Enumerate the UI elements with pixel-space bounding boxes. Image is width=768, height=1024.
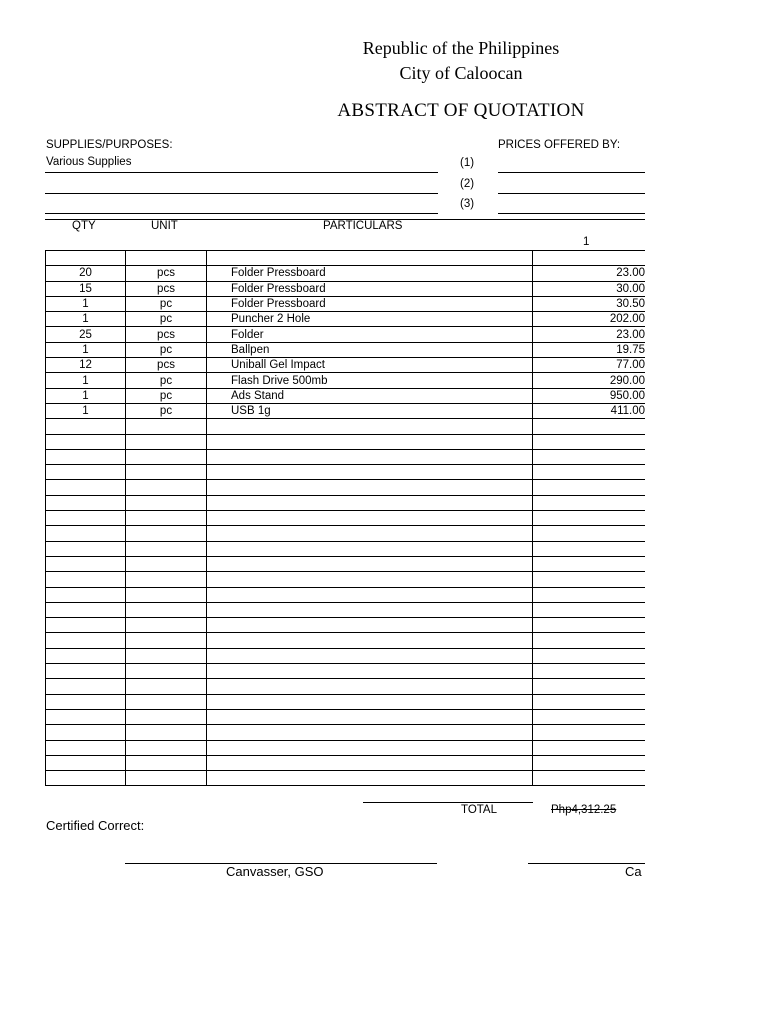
price-cell (533, 648, 649, 663)
qty-cell: 1 (46, 388, 126, 403)
total-rule (363, 802, 533, 803)
supplies-label: SUPPLIES/PURPOSES: (46, 139, 173, 151)
particulars-cell (207, 694, 533, 709)
price-cell (533, 725, 649, 740)
unit-cell (126, 771, 207, 786)
particulars-cell (207, 251, 533, 266)
particulars-cell (207, 679, 533, 694)
price-cell (533, 511, 649, 526)
table-row (46, 572, 649, 587)
particulars-cell: Folder Pressboard (207, 266, 533, 281)
table-row (46, 725, 649, 740)
price-cell: 411.00 (533, 403, 649, 418)
table-row (46, 251, 649, 266)
unit-cell (126, 419, 207, 434)
table-row (46, 465, 649, 480)
price-cell (533, 251, 649, 266)
price-cell (533, 740, 649, 755)
col-header-price-1: 1 (583, 236, 590, 248)
supplies-value: Various Supplies (46, 156, 132, 168)
price-cell (533, 771, 649, 786)
unit-cell (126, 480, 207, 495)
table-row (46, 694, 649, 709)
qty-cell (46, 419, 126, 434)
unit-cell (126, 251, 207, 266)
offer-line-2 (498, 193, 645, 194)
document-title: ABSTRACT OF QUOTATION (337, 100, 585, 121)
unit-cell (126, 587, 207, 602)
table-row (46, 587, 649, 602)
qty-cell (46, 465, 126, 480)
particulars-cell (207, 511, 533, 526)
price-cell: 202.00 (533, 312, 649, 327)
table-row (46, 755, 649, 770)
price-cell (533, 556, 649, 571)
qty-cell: 1 (46, 373, 126, 388)
price-cell: 23.00 (533, 327, 649, 342)
qty-cell (46, 251, 126, 266)
qty-cell: 15 (46, 281, 126, 296)
unit-cell (126, 618, 207, 633)
table-row (46, 358, 649, 373)
particulars-cell (207, 648, 533, 663)
qty-cell (46, 526, 126, 541)
unit-cell: pcs (126, 266, 207, 281)
table-row (46, 419, 649, 434)
col-header-unit: UNIT (151, 220, 178, 232)
particulars-cell (207, 495, 533, 510)
particulars-cell (207, 587, 533, 602)
table-row (46, 633, 649, 648)
price-cell (533, 419, 649, 434)
particulars-cell (207, 465, 533, 480)
unit-cell: pcs (126, 281, 207, 296)
price-cell (533, 664, 649, 679)
price-cell (533, 694, 649, 709)
table-row (46, 281, 649, 296)
prices-offered-label: PRICES OFFERED BY: (498, 139, 621, 151)
table-row (46, 434, 649, 449)
table-row (46, 296, 649, 311)
offer-label-1: (1) (460, 157, 475, 169)
price-cell (533, 495, 649, 510)
qty-cell (46, 725, 126, 740)
unit-cell: pc (126, 296, 207, 311)
particulars-cell: Flash Drive 500mb (207, 373, 533, 388)
unit-cell (126, 648, 207, 663)
header-republic: Republic of the Philippines (362, 38, 560, 58)
qty-cell: 1 (46, 296, 126, 311)
particulars-cell (207, 419, 533, 434)
price-cell (533, 587, 649, 602)
particulars-cell: Folder (207, 327, 533, 342)
unit-cell (126, 755, 207, 770)
unit-cell (126, 465, 207, 480)
price-cell: 23.00 (533, 266, 649, 281)
particulars-cell: USB 1g (207, 403, 533, 418)
qty-cell (46, 572, 126, 587)
particulars-cell (207, 725, 533, 740)
price-cell (533, 602, 649, 617)
unit-cell: pc (126, 403, 207, 418)
table-row (46, 342, 649, 357)
qty-cell: 1 (46, 403, 126, 418)
price-cell (533, 541, 649, 556)
table-row (46, 771, 649, 786)
unit-cell (126, 694, 207, 709)
particulars-cell: Ballpen (207, 342, 533, 357)
price-cell (533, 480, 649, 495)
table-row (46, 388, 649, 403)
price-cell: 950.00 (533, 388, 649, 403)
qty-cell (46, 664, 126, 679)
table-row (46, 648, 649, 663)
unit-cell (126, 602, 207, 617)
particulars-cell (207, 556, 533, 571)
unit-cell (126, 449, 207, 464)
price-cell (533, 572, 649, 587)
table-row (46, 618, 649, 633)
price-cell (533, 755, 649, 770)
unit-cell (126, 434, 207, 449)
table-row (46, 480, 649, 495)
unit-cell (126, 526, 207, 541)
price-cell: 30.00 (533, 281, 649, 296)
page-crop-mask (645, 0, 768, 1024)
supplies-line-1 (45, 172, 438, 173)
offer-label-3: (3) (460, 198, 475, 210)
qty-cell (46, 511, 126, 526)
qty-cell (46, 495, 126, 510)
price-cell (533, 434, 649, 449)
qty-cell (46, 740, 126, 755)
price-cell (533, 618, 649, 633)
price-cell (533, 465, 649, 480)
col-header-particulars: PARTICULARS (323, 220, 403, 232)
qty-cell (46, 541, 126, 556)
particulars-cell: Folder Pressboard (207, 281, 533, 296)
table-row (46, 709, 649, 724)
unit-cell: pc (126, 388, 207, 403)
offer-label-2: (2) (460, 178, 475, 190)
qty-cell (46, 587, 126, 602)
particulars-cell (207, 755, 533, 770)
price-cell: 30.50 (533, 296, 649, 311)
qty-cell: 1 (46, 342, 126, 357)
unit-cell: pc (126, 373, 207, 388)
table-row (46, 373, 649, 388)
signatory-canvasser: Canvasser, GSO (226, 864, 324, 879)
qty-cell: 20 (46, 266, 126, 281)
qty-cell (46, 618, 126, 633)
qty-cell: 12 (46, 358, 126, 373)
unit-cell (126, 495, 207, 510)
qty-cell (46, 755, 126, 770)
table-row (46, 403, 649, 418)
price-cell (533, 633, 649, 648)
unit-cell (126, 633, 207, 648)
table-row (46, 449, 649, 464)
price-cell (533, 449, 649, 464)
unit-cell: pc (126, 342, 207, 357)
unit-cell (126, 572, 207, 587)
supplies-line-3 (45, 213, 438, 214)
particulars-cell: Folder Pressboard (207, 296, 533, 311)
particulars-cell (207, 480, 533, 495)
table-row (46, 679, 649, 694)
unit-cell (126, 541, 207, 556)
qty-cell (46, 771, 126, 786)
certified-correct-label: Certified Correct: (46, 818, 145, 833)
price-cell (533, 526, 649, 541)
unit-cell (126, 740, 207, 755)
unit-cell (126, 664, 207, 679)
table-row (46, 664, 649, 679)
unit-cell (126, 679, 207, 694)
items-table (45, 250, 649, 786)
particulars-cell (207, 572, 533, 587)
total-label: TOTAL (461, 804, 497, 816)
particulars-cell: Ads Stand (207, 388, 533, 403)
unit-cell: pc (126, 312, 207, 327)
qty-cell (46, 709, 126, 724)
particulars-cell (207, 434, 533, 449)
table-row (46, 495, 649, 510)
unit-cell (126, 511, 207, 526)
qty-cell (46, 679, 126, 694)
particulars-cell (207, 771, 533, 786)
qty-cell (46, 434, 126, 449)
table-row (46, 556, 649, 571)
price-cell: 290.00 (533, 373, 649, 388)
qty-cell (46, 633, 126, 648)
table-row (46, 511, 649, 526)
offer-line-1 (498, 172, 645, 173)
qty-cell (46, 480, 126, 495)
col-header-qty: QTY (72, 220, 96, 232)
particulars-cell (207, 709, 533, 724)
particulars-cell: Uniball Gel Impact (207, 358, 533, 373)
unit-cell: pcs (126, 358, 207, 373)
total-value: Php4,312.25 (551, 804, 617, 816)
price-cell: 19.75 (533, 342, 649, 357)
unit-cell (126, 556, 207, 571)
table-row (46, 327, 649, 342)
particulars-cell (207, 526, 533, 541)
particulars-cell (207, 602, 533, 617)
supplies-line-2 (45, 193, 438, 194)
unit-cell (126, 725, 207, 740)
header-city: City of Caloocan (399, 63, 523, 83)
particulars-cell (207, 664, 533, 679)
offer-line-3 (498, 213, 645, 214)
price-cell (533, 679, 649, 694)
table-row (46, 312, 649, 327)
table-row (46, 526, 649, 541)
qty-cell (46, 449, 126, 464)
particulars-cell (207, 633, 533, 648)
unit-cell (126, 709, 207, 724)
particulars-cell (207, 449, 533, 464)
qty-cell (46, 648, 126, 663)
qty-cell: 1 (46, 312, 126, 327)
table-row (46, 740, 649, 755)
particulars-cell (207, 740, 533, 755)
table-row (46, 541, 649, 556)
qty-cell (46, 602, 126, 617)
table-row (46, 266, 649, 281)
unit-cell: pcs (126, 327, 207, 342)
particulars-cell (207, 618, 533, 633)
signatory-2-partial: Ca (625, 864, 642, 879)
qty-cell (46, 556, 126, 571)
particulars-cell: Puncher 2 Hole (207, 312, 533, 327)
price-cell (533, 709, 649, 724)
particulars-cell (207, 541, 533, 556)
qty-cell: 25 (46, 327, 126, 342)
price-cell: 77.00 (533, 358, 649, 373)
table-row (46, 602, 649, 617)
qty-cell (46, 694, 126, 709)
